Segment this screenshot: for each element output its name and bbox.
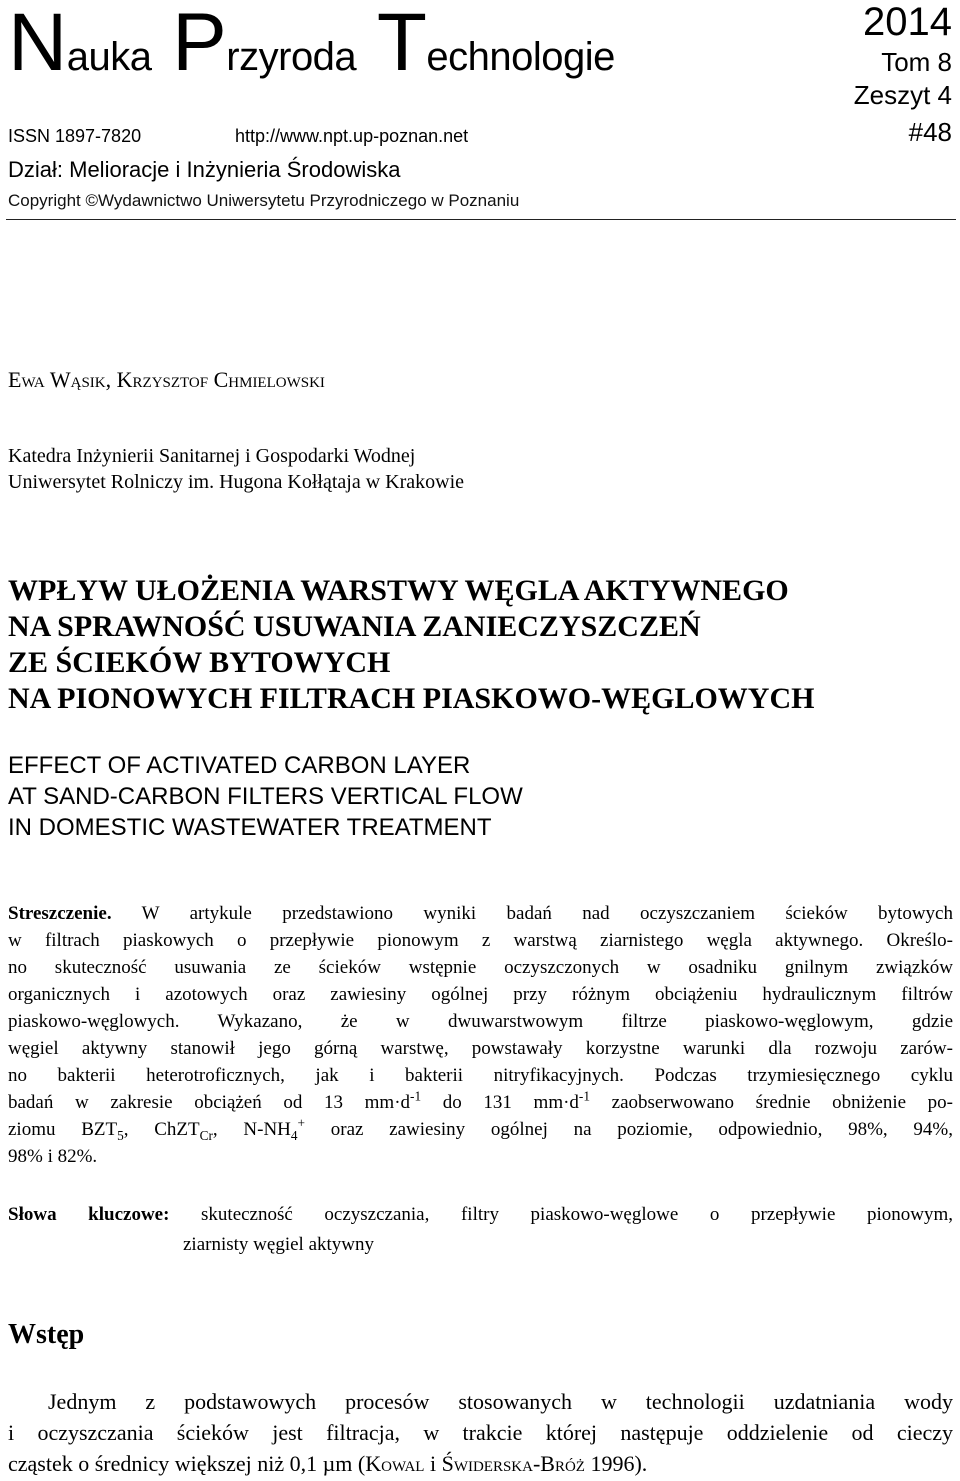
issue-number: Zeszyt 4 <box>853 80 952 110</box>
issn: ISSN 1897-7820 <box>8 126 142 146</box>
journal-title-word: auka <box>66 35 152 79</box>
title-polish-line: ZE ŚCIEKÓW BYTOWYCH <box>8 646 391 679</box>
issue-id: #48 <box>908 117 952 147</box>
abstract-line <box>8 1116 953 1143</box>
copyright-line <box>8 191 519 211</box>
abstract-line: no bakterii heterotroficznych, jak i bakterii nitryfikacyjnych. Podczas trzymiesięcznego cyklu <box>8 1065 953 1086</box>
intro-line <box>8 1448 953 1479</box>
intro-paragraph <box>8 1386 953 1479</box>
abstract-text: do 131 mm·d <box>421 1092 579 1113</box>
section-heading: Wstęp <box>8 1319 85 1350</box>
abstract-text: ziomu BZT <box>8 1119 118 1140</box>
title-polish-line: WPŁYW UŁOŻENIA WARSTWY WĘGLA AKTYWNEGO <box>8 574 789 607</box>
journal-title-word: echnologie <box>426 35 615 79</box>
journal-title-word: rzyroda <box>226 35 357 79</box>
intro-line: i oczyszczania ścieków jest filtracja, w trakcie której następuje oddzielenie od cieczy <box>8 1420 953 1445</box>
copyright-label: Copyright <box>8 191 81 210</box>
issue-year: 2014 <box>863 0 952 44</box>
journal-url[interactable]: http://www.npt.up-poznan.net <box>235 126 469 146</box>
keywords-text: skuteczność oczyszczania, filtry piaskowo-węglowe o przepływie pionowym, <box>201 1204 953 1225</box>
abstract-text: badań w zakresie obciążeń od 13 mm·d <box>8 1092 411 1113</box>
section-department: Dział: Melioracje i Inżynieria Środowiska <box>8 157 401 182</box>
title-english-line: EFFECT OF ACTIVATED CARBON LAYER <box>8 752 471 779</box>
title-english-line: AT SAND-CARBON FILTERS VERTICAL FLOW <box>8 783 523 810</box>
keywords-label: Słowa kluczowe: <box>8 1204 170 1225</box>
intro-text: i <box>424 1451 442 1476</box>
abstract-label: Streszczenie. <box>8 903 112 924</box>
copyright-icon: © <box>85 191 99 210</box>
keywords <box>8 1200 953 1260</box>
intro-text: 1996). <box>584 1451 648 1476</box>
title-english <box>8 750 948 843</box>
abstract-line: piaskowo-węglowych. Wykazano, że w dwuwarstwowym filtrze piaskowo-węglowym, gdzie <box>8 1011 953 1032</box>
title-polish-line: NA PIONOWYCH FILTRACH PIASKOWO-WĘGLOWYCH <box>8 682 815 715</box>
intro-text: cząstek o średnicy większej niż 0,1 µm ( <box>8 1451 366 1476</box>
abstract-text: zaobserwowano średnie obniżenie po- <box>590 1092 953 1113</box>
intro-line: Jednym z podstawowych procesów stosowanych w technologii uzdatniania wody <box>48 1389 953 1414</box>
citation-author: Kowal <box>365 1451 425 1476</box>
journal-title <box>8 0 615 88</box>
superscript: + <box>297 1115 306 1131</box>
subscript: Cr <box>199 1127 213 1143</box>
abstract-text: W artykule przedstawiono wyniki badań nad oczyszczaniem ścieków bytowych <box>141 903 953 924</box>
authors: Ewa Wąsik, Krzysztof Chmielowski <box>8 367 325 392</box>
citation-author: Świderska-Bróż <box>441 1451 585 1476</box>
journal-title-initial: N <box>8 0 67 88</box>
superscript: -1 <box>578 1088 590 1104</box>
keywords-line <box>8 1200 953 1230</box>
title-polish <box>8 573 948 717</box>
keywords-line: ziarnisty węgiel aktywny <box>183 1234 375 1255</box>
journal-title-initial: T <box>376 0 427 88</box>
subscript: 4 <box>290 1127 298 1143</box>
affiliation-university: Uniwersytet Rolniczy im. Hugona Kołłątaja w Krakowie <box>8 471 464 493</box>
superscript: -1 <box>410 1088 422 1104</box>
header-divider <box>6 219 956 220</box>
abstract-text: , ChZT <box>123 1119 200 1140</box>
abstract-line <box>8 1089 953 1116</box>
abstract-line <box>8 900 953 927</box>
abstract <box>8 900 953 1170</box>
affiliation-department: Katedra Inżynierii Sanitarnej i Gospodarki Wodnej <box>8 445 416 467</box>
volume: Tom 8 <box>881 47 952 77</box>
abstract-line: w filtrach piaskowych o przepływie pionowym z warstwą ziarnistego węgla aktywnego. Określo- <box>8 930 953 951</box>
copyright-text: Wydawnictwo Uniwersytetu Przyrodniczego w Poznaniu <box>98 191 520 210</box>
abstract-text: , N-NH <box>212 1119 291 1140</box>
abstract-line: węgiel aktywny stanowił jego górną warstwę, powstawały korzystne warunki dla rozwoju zarów- <box>8 1038 953 1059</box>
title-polish-line: NA SPRAWNOŚĆ USUWANIA ZANIECZYSZCZEŃ <box>8 610 701 643</box>
abstract-line: organicznych i azotowych oraz zawiesiny ogólnej przy różnym obciążeniu hydraulicznym filtrów <box>8 984 953 1005</box>
abstract-line: no skuteczność usuwania ze ścieków wstępnie oczyszczonych w osadniku gnilnym związków <box>8 957 953 978</box>
abstract-text: oraz zawiesiny ogólnej na poziomie, odpowiednio, 98%, 94%, <box>305 1119 953 1140</box>
journal-title-initial: P <box>172 0 227 88</box>
abstract-line: 98% i 82%. <box>8 1146 98 1167</box>
subscript: 5 <box>117 1127 124 1143</box>
title-english-line: IN DOMESTIC WASTEWATER TREATMENT <box>8 814 492 841</box>
